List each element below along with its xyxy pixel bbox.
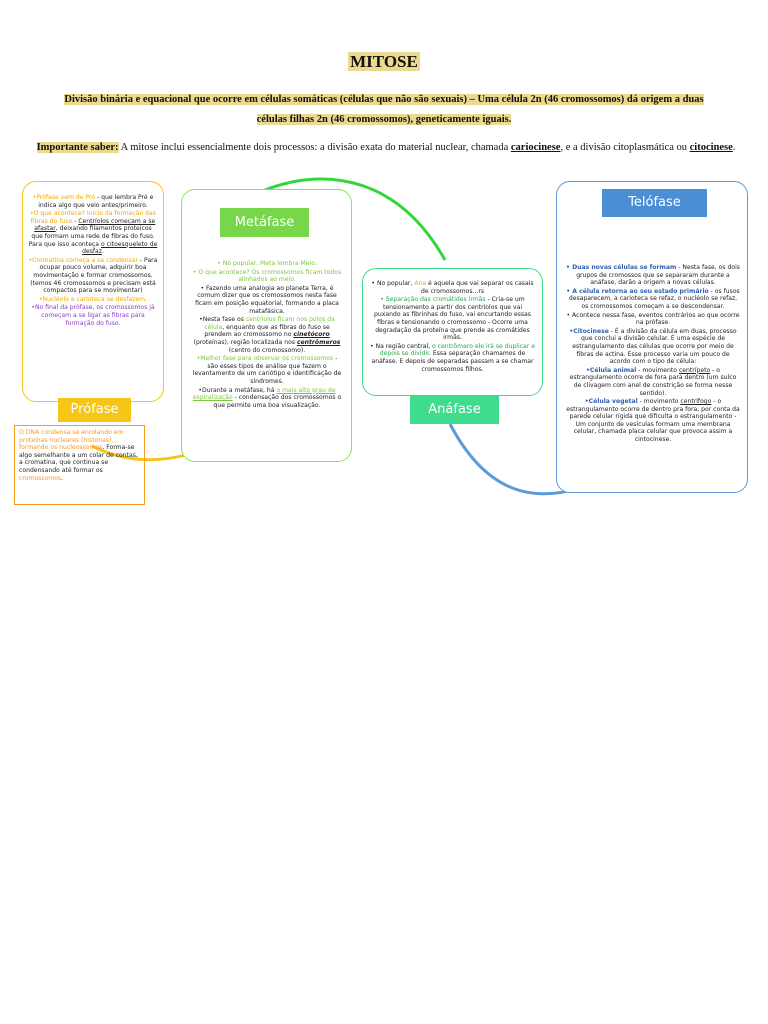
metafase-item-3: • Fazendo uma analogia ao planeta Terra, é comum dizer que os cromossomos nesta fase ficam em posição equatorial, formando a placa matafásica. bbox=[195, 284, 339, 315]
telofase-item-6: •Célula vegetal - movimento centrífogo - o estrangulamento ocorre de dentro pra fora, por conta da parede celular rígida que dificulta o estrangulamento - Um conjunto de vesículas formam uma membrana celular, chamada placa celular que provoca assim a cintocinese. bbox=[566, 398, 740, 444]
profase-item-3: •Cromatina começa a se condensar - Para ocupar pouco volume, adquirir boa movimentação e formar cromossomos. (temos 46 cromossomos e precisam está compactos para se movimentar) bbox=[28, 256, 158, 295]
profase-note bbox=[14, 425, 145, 505]
metafase-item-4: •Nesta fase os centríolos ficam nos polos da célula, enquanto que as fibras do fuso se prendem ao cromossomo no cinetócoro (proteínas), região localizada nos centrômeros (centro do cromossomo). bbox=[193, 316, 341, 354]
metafase-item-5: •Melhor fase para observar os cromossomos - são esses tipos de análise que fazem o levantamento de um cariótipo e identificação de síndromes. bbox=[192, 355, 342, 385]
intro-label: Importante saber: bbox=[36, 142, 119, 153]
page-title-text: MITOSE bbox=[350, 52, 418, 71]
intro-text1: A mitose inclui essencialmente dois processos: a divisão exata do material nuclear, chamada bbox=[118, 142, 511, 153]
profase-note-d: . bbox=[61, 474, 63, 482]
metafase-label: Metáfase bbox=[220, 208, 309, 237]
subtitle-line2: células filhas 2n (46 cromossomos), geneticamente iguais. bbox=[256, 114, 512, 125]
term-cariocinese: cariocinese bbox=[510, 142, 561, 153]
intro-text3: . bbox=[732, 142, 736, 153]
profase-note-b: . Forma-se algo semelhante a um colar de contas, a cromatina, que continua se condensando até formar os bbox=[19, 444, 138, 474]
metafase-item-6: •Durante a metáfase, há o mais alto grau de espiralização - condensação dos cromossomos o que permite uma boa visualização. bbox=[192, 386, 342, 409]
telofase-item-3: • Acontece nessa fase, eventos contrários ao que ocorre na prófase. bbox=[566, 311, 740, 327]
anafase-label: Anáfase bbox=[410, 395, 499, 424]
profase-item-2: •O que acontece? Início da formação das fibras do fuso - Centríolos começam a se afastar, deixando filamentos proteicos que formam uma rede de fibras do fuso. Para que isso aconteça o citoesqueleto de desfaz. bbox=[28, 210, 158, 256]
telofase-text bbox=[566, 264, 740, 445]
telofase-item-1: • Duas novas células se formam - Nesta fase, os dois grupos de cromossos que se separaram durante a anáfase, darão a origem a novas células. bbox=[566, 264, 740, 287]
profase-note-c: cromossomos bbox=[19, 474, 62, 482]
subtitle-line1: Divisão binária e equacional que ocorre em células somáticas (células que não são sexuais) – Uma célula 2n (46 cromossomos) dá origem a duas bbox=[64, 94, 704, 105]
term-citocinese: citocinese bbox=[689, 142, 733, 153]
metafase-item-1: • No popular, Meta lembra Meio. bbox=[217, 260, 317, 267]
intro-paragraph bbox=[16, 138, 756, 157]
anafase-item-2: • Separação das cromátides irmãs - Cria-se um tensionamento a partir dos centríolos que vai puxando as fibrinhas do fuso, vai encurtando essas fibras e tensionando o cromossomo - Ocorre uma degradação da proteína que prende as cromátides irmãs. bbox=[374, 296, 531, 342]
subtitle bbox=[40, 90, 728, 130]
telofase-item-4: •Citocinese - É a divisão da célula em duas, processo que conclui a divisão celular. É uma espécie de estrangulamento das células que ocorre por meio de fibras de actina. Esse processo varia um pouco de acordo com o tipo de célula: bbox=[569, 327, 737, 366]
profase-label: Prófase bbox=[58, 398, 131, 422]
profase-item-1: •Prófase vem de Pró - que lembra Pré e indica algo que veio antes/primeiro. bbox=[32, 194, 154, 209]
profase-text bbox=[28, 194, 158, 328]
telofase-item-5: •Célula animal - movimento centrípeto - o estrangulamento ocorre de fora para dentro (um sulco de clivagem com anel de constrição se forma nesse sentido). bbox=[569, 366, 737, 397]
anafase-text bbox=[369, 280, 536, 374]
metafase-item-2: • O que acontece? Os cromossomos ficam todos alinhados ao meio. bbox=[192, 268, 342, 284]
metafase-text bbox=[192, 260, 342, 410]
profase-item-4: •Nucléolo e carioteca se desfazem. bbox=[38, 295, 148, 303]
anafase-item-1: • No popular, Ana é aquela que vai separar os casais de cromossomos...rs bbox=[371, 280, 534, 295]
anafase-item-3: • Na região central, o centrômero ele irá se duplicar e depois se dividir. Essa separação chamamos de anáfase. E depois de separadas passam a se chamar cromossomos filhos. bbox=[370, 342, 535, 373]
page-title bbox=[0, 52, 768, 72]
profase-item-5: •No final da prófase, os cromossomos já começam a se ligar as fibras para formação do fuso. bbox=[31, 304, 155, 327]
profase-note-a: O DNA condensa se enrolando em proteínas nucleares (histonas), formando os nucleossomos bbox=[19, 429, 124, 452]
telofase-label: Telófase bbox=[602, 189, 707, 217]
telofase-item-2: • A célula retorna ao seu estado primário - os fusos desaparecem, a carioteca se refaz, o nucléolo se refaz, os cromossomos começam a se descondensar. bbox=[566, 287, 740, 310]
intro-text2: , e a divisão citoplasmática ou bbox=[560, 142, 690, 153]
